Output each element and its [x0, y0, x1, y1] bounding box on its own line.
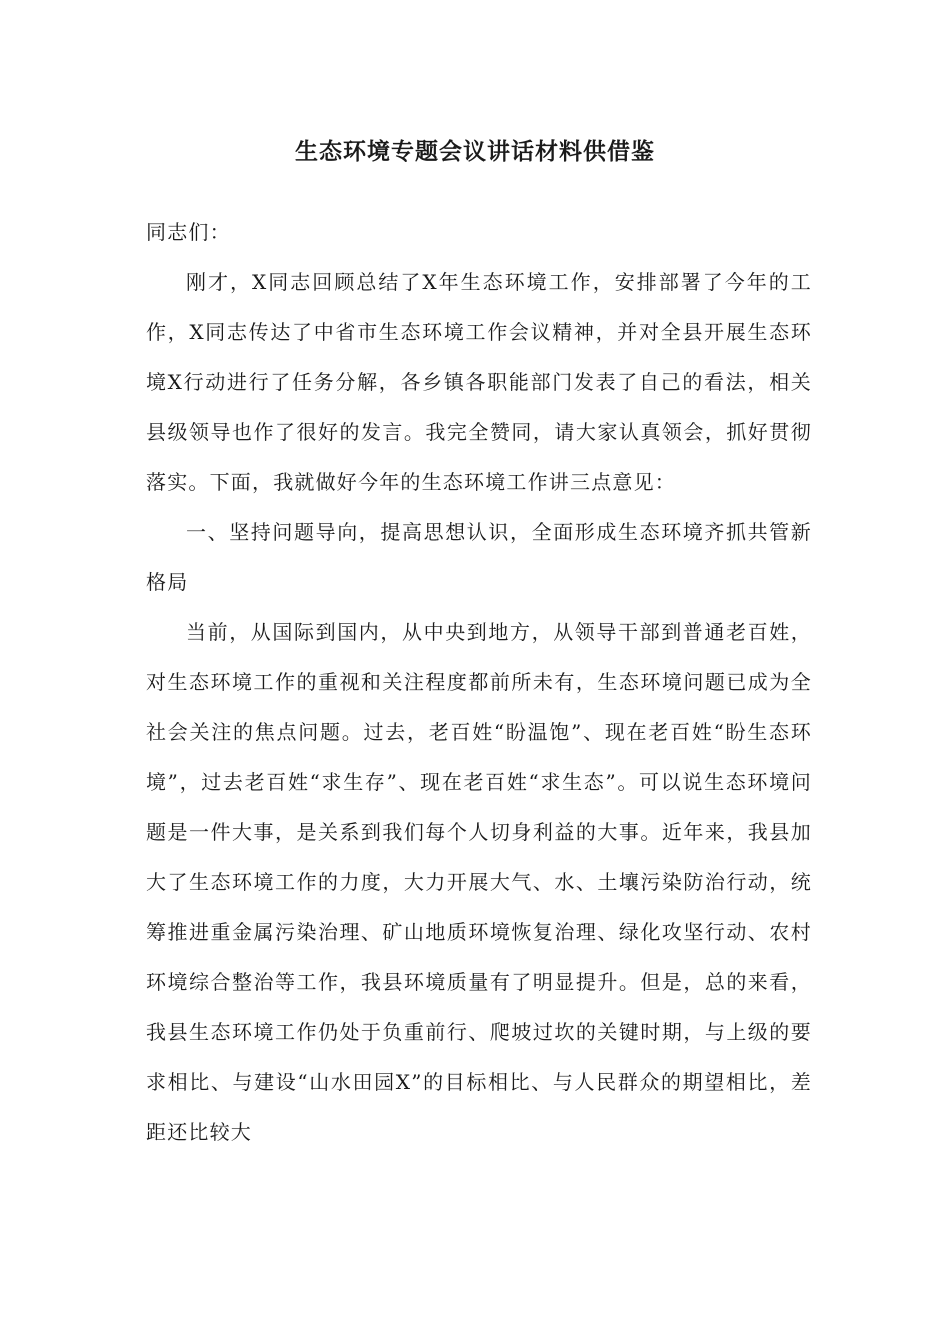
document-title: 生态环境专题会议讲话材料供借鉴 [295, 138, 655, 165]
document-body [146, 207, 812, 1157]
paragraph-section-1: 当前，从国际到国内，从中央到地方，从领导干部到普通老百姓，对生态环境工作的重视和关注程度都前所未有，生态环境问题已成为全社会关注的焦点问题。过去，老百姓“盼温饱”、现在老百姓“盼生态环境”，过去老百姓“求生存”、现在老百姓“求生态”。可以说生态环境问题是一件大事，是关系到我们每个人切身利益的大事。近年来，我县加大了生态环境工作的力度，大力开展大气、水、土壤污染防治行动，统筹推进重金属污染治理、矿山地质环境恢复治理、绿化攻坚行动、农村环境综合整治等工作，我县环境质量有了明显提升。但是，总的来看，我县生态环境工作仍处于负重前行、爬坡过坎的关键时期，与上级的要求相比、与建设“山水田园X”的目标相比、与人民群众的期望相比，差距还比较大 [146, 620, 812, 1144]
paragraph-intro: 刚才，X同志回顾总结了X年生态环境工作，安排部署了今年的工作，X同志传达了中省市生态环境工作会议精神，并对全县开展生态环境X行动进行了任务分解，各乡镇各职能部门发表了自己的看法，相关县级领导也作了很好的发言。我完全赞同，请大家认真领会，抓好贯彻落实。下面，我就做好今年的生态环境工作讲三点意见： [146, 270, 812, 494]
section-heading-1: 一、坚持问题导向，提高思想认识，全面形成生态环境齐抓共管新格局 [146, 520, 812, 594]
salutation: 同志们： [146, 220, 231, 244]
